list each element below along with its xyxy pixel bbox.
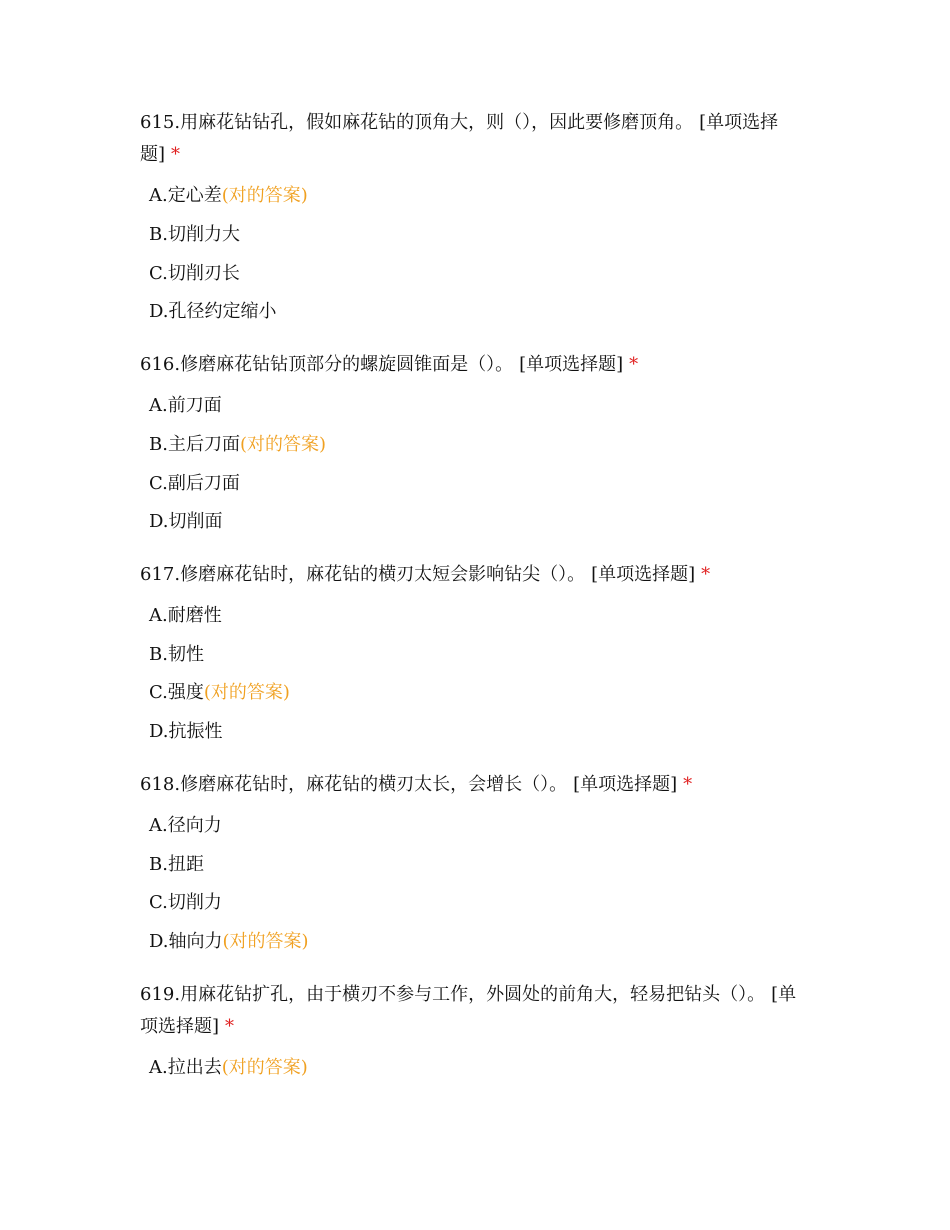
required-mark: * xyxy=(225,1016,235,1037)
option-b: B.切削力大 xyxy=(149,224,240,245)
option-a: A.前刀面 xyxy=(149,395,222,416)
question-text: 619.用麻花钻扩孔，由于横刃不参与工作，外圆处的前角大，轻易把钻头（）。 xyxy=(140,984,766,1005)
option-a: A.拉出去(对的答案) xyxy=(149,1057,308,1078)
option-c: C.切削力 xyxy=(149,892,222,913)
question-text: 616.修磨麻花钻钻顶部分的螺旋圆锥面是（）。 xyxy=(140,354,514,375)
question-type: [单项选择题] xyxy=(519,354,624,375)
question-text: 618.修磨麻花钻时，麻花钻的横刃太长，会增长（）。 xyxy=(140,774,568,795)
option-d: D.轴向力(对的答案) xyxy=(149,931,309,952)
required-mark: * xyxy=(683,774,693,795)
question-text: 615.用麻花钻钻孔，假如麻花钻的顶角大，则（），因此要修磨顶角。 xyxy=(140,112,694,133)
question-617 xyxy=(140,559,810,591)
required-mark: * xyxy=(629,354,639,375)
option-c: C.切削刃长 xyxy=(149,263,240,284)
question-type: [单项选择题] xyxy=(140,984,797,1037)
option-a: A.径向力 xyxy=(149,815,222,836)
question-type: [单项选择题] xyxy=(140,112,779,165)
question-618 xyxy=(140,769,810,801)
option-c: C.副后刀面 xyxy=(149,473,240,494)
correct-answer-tag: (对的答案) xyxy=(222,931,309,952)
option-c: C.强度(对的答案) xyxy=(149,682,290,703)
question-619 xyxy=(140,979,810,1043)
option-d: D.抗振性 xyxy=(149,721,223,742)
question-615 xyxy=(140,107,810,171)
correct-answer-tag: (对的答案) xyxy=(221,1057,308,1078)
option-a: A.定心差(对的答案) xyxy=(149,185,308,206)
option-b: B.扭距 xyxy=(149,854,204,875)
option-d: D.孔径约定缩小 xyxy=(149,301,277,322)
question-616 xyxy=(140,349,810,381)
required-mark: * xyxy=(701,564,711,585)
correct-answer-tag: (对的答案) xyxy=(239,434,326,455)
option-b: B.主后刀面(对的答案) xyxy=(149,434,326,455)
question-text: 617.修磨麻花钻时，麻花钻的横刃太短会影响钻尖（）。 xyxy=(140,564,586,585)
question-type: [单项选择题] xyxy=(591,564,696,585)
option-d: D.切削面 xyxy=(149,511,223,532)
option-b: B.韧性 xyxy=(149,644,204,665)
option-a: A.耐磨性 xyxy=(149,605,222,626)
question-type: [单项选择题] xyxy=(573,774,678,795)
correct-answer-tag: (对的答案) xyxy=(203,682,290,703)
correct-answer-tag: (对的答案) xyxy=(221,185,308,206)
required-mark: * xyxy=(171,144,181,165)
